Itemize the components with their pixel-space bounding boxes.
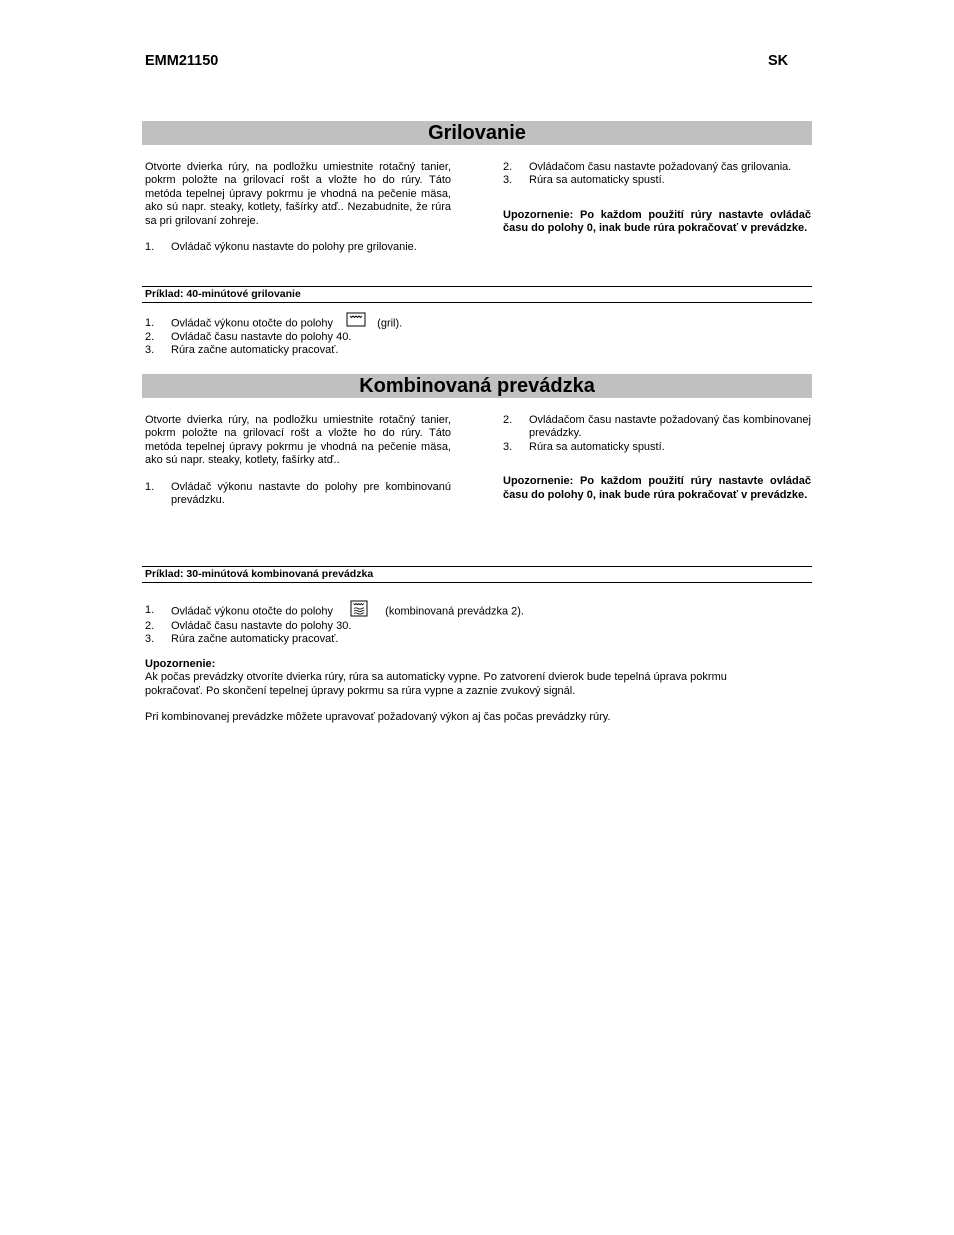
grill-example-steps — [145, 316, 645, 358]
grill-mode-icon — [346, 312, 366, 327]
grill-left-column — [145, 161, 451, 254]
final-note — [145, 658, 785, 725]
grill-example-step-1: 1. Ovládač výkonu otočte do polohy (gril). — [145, 316, 645, 331]
grill-step-3: 3. Rúra sa automaticky spustí. — [503, 174, 665, 187]
section-title-combo: Kombinovaná prevádzka — [142, 374, 812, 398]
combo-example-steps — [145, 603, 745, 647]
combo-example-step-3: 3. Rúra začne automaticky pracovať. — [145, 633, 339, 646]
final-note-label: Upozornenie: — [145, 658, 216, 670]
combo-example-title: Príklad: 30-minútová kombinovaná prevádzka — [142, 566, 812, 583]
grill-example-step-2: 2. Ovládač času nastavte do polohy 40. — [145, 331, 352, 343]
final-note-text: Ak počas prevádzky otvoríte dvierka rúry, rúra sa automaticky vypne. Po zatvorení dvierok bude tepelná úprava pokrmu pokračovať. Po skončení tepelnej úpravy pokrmu sa rúra vypne a zaznie zvukový signál. — [145, 671, 727, 697]
grill-step-1: 1. Ovládač výkonu nastavte do polohy pre grilovanie. — [145, 241, 417, 254]
combo-step-1: 1. Ovládač výkonu nastavte do polohy pre kombinovanú prevádzku. — [145, 480, 451, 507]
language-code: SK — [768, 53, 789, 69]
grill-step-2: 2. Ovládačom času nastavte požadovaný čas grilovania. — [503, 161, 792, 173]
combo-intro: Otvorte dvierka rúry, na podložku umiestnite rotačný tanier, pokrm položte na grilovací rošt a vložte ho do rúry. Táto metóda tepelnej úpravy pokrmu je vhodná na pečenie mäsa, ako sú napr. steaky, kotlety, fašírky atď.. — [145, 414, 451, 467]
combo-step-3: 3. Rúra sa automaticky spustí. — [503, 440, 665, 453]
combo-example-step-2: 2. Ovládač času nastavte do polohy 30. — [145, 620, 352, 632]
grill-right-column — [503, 161, 811, 236]
grill-warning: Upozornenie: Po každom použití rúry nastavte ovládač času do polohy 0, inak bude rúra pokračovať v prevádzke. — [503, 208, 811, 235]
grill-intro: Otvorte dvierka rúry, na podložku umiestnite rotačný tanier, pokrm položte na grilovací rošt a vložte ho do rúry. Táto metóda tepelnej úpravy pokrmu je vhodná na pečenie mäsa, ako sú napr. steaky, kotlety, fašírky atď.. Nezabudnite, že rúra sa pri grilovaní zohreje. — [145, 161, 451, 227]
grill-example-step-3: 3. Rúra začne automaticky pracovať. — [145, 344, 339, 357]
final-note-extra: Pri kombinovanej prevádzke môžete upravovať požadovaný výkon aj čas počas prevádzky rúry. — [145, 711, 611, 724]
combo-left-column — [145, 414, 451, 507]
grill-example-title: Príklad: 40-minútové grilovanie — [142, 286, 812, 303]
combo-example-step-1: 1. Ovládač výkonu otočte do polohy (kombinovaná prevádzka 2). — [145, 603, 745, 620]
section-title-grill: Grilovanie — [142, 121, 812, 145]
model-number: EMM21150 — [145, 53, 219, 69]
combination-mode-icon — [350, 600, 368, 617]
combo-warning: Upozornenie: Po každom použití rúry nastavte ovládač času do polohy 0, inak bude rúra pokračovať v prevádzke. — [503, 475, 811, 501]
combo-step-2: 2. Ovládačom času nastavte požadovaný čas kombinovanej prevádzky. — [503, 414, 811, 440]
combo-right-column — [503, 414, 811, 502]
